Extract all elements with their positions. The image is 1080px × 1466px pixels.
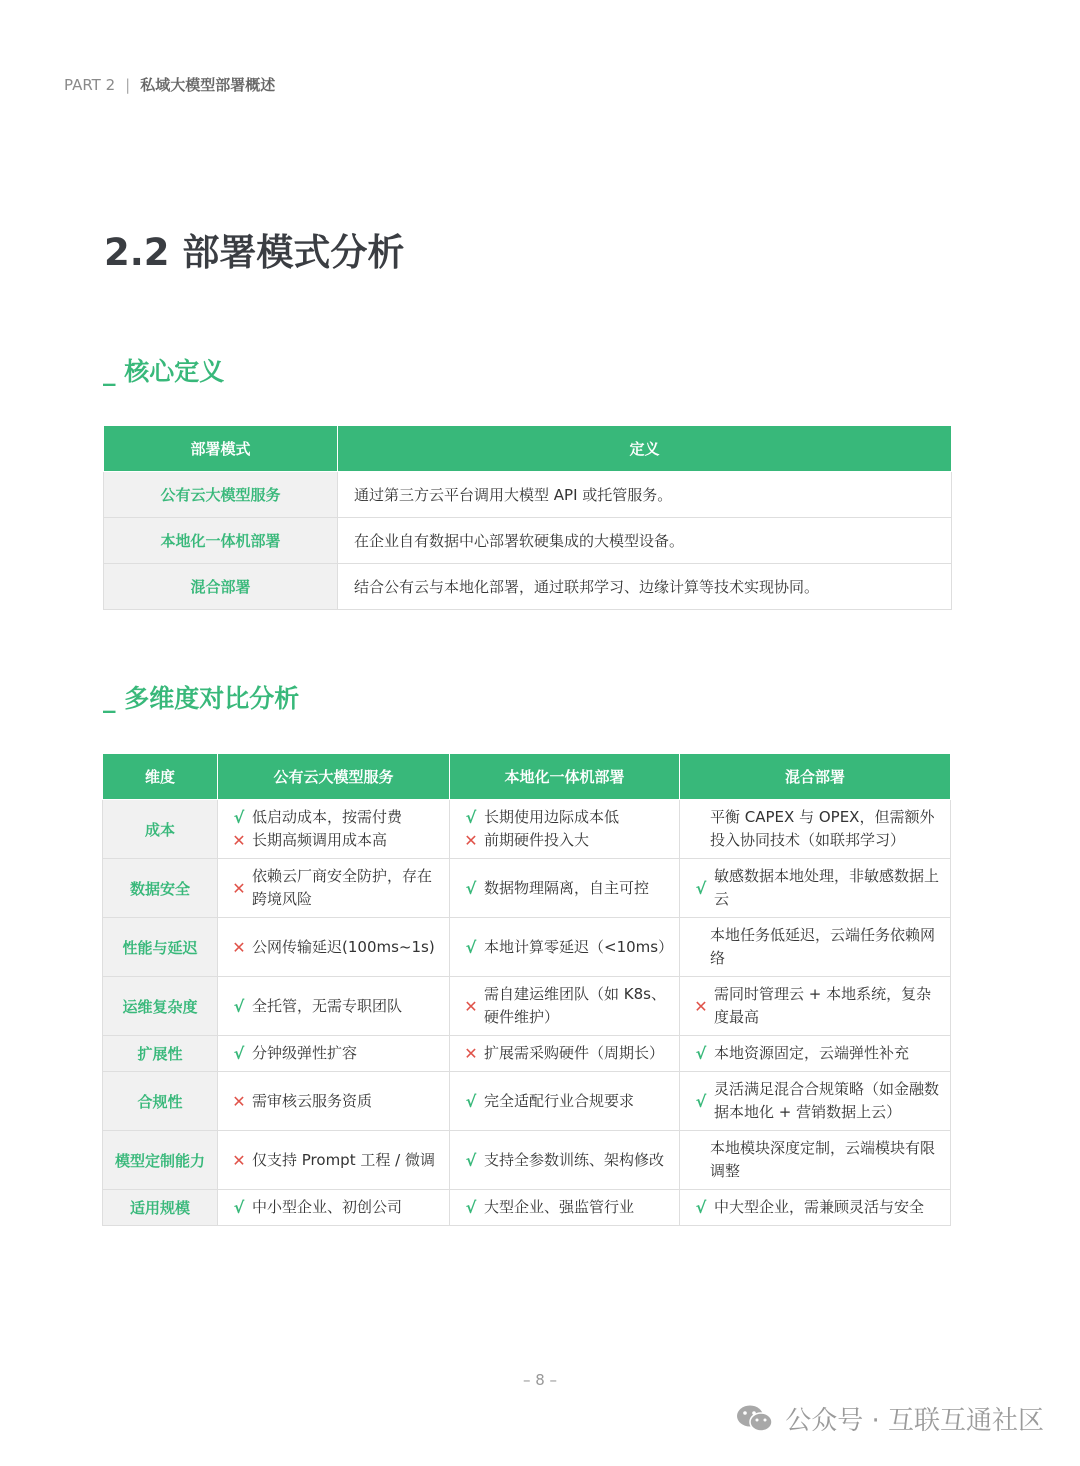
- table-row: [104, 518, 952, 564]
- cell-text: 分钟级弹性扩容: [252, 1044, 358, 1062]
- check-icon: √: [465, 808, 477, 827]
- definition-cell: 在企业自有数据中心部署软硬集成的大模型设备。: [338, 518, 952, 564]
- table-row: [103, 1072, 951, 1131]
- check-icon: √: [233, 1044, 245, 1063]
- cross-icon: ✕: [464, 1044, 478, 1063]
- cell-item: [230, 1090, 441, 1113]
- on-premise-cell: [450, 1131, 680, 1190]
- hybrid-cell: [680, 1190, 951, 1226]
- cell-item: [462, 806, 671, 829]
- watermark-text: 公众号 · 互联互通社区: [785, 1406, 1044, 1436]
- on-premise-cell: [450, 1190, 680, 1226]
- cell-item: [230, 936, 441, 959]
- cell-item: [462, 1196, 671, 1219]
- hybrid-cell: [680, 1131, 951, 1190]
- cell-item: [692, 1196, 942, 1219]
- public-cloud-cell: [218, 1072, 450, 1131]
- definition-table: [103, 425, 952, 610]
- definition-cell: 结合公有云与本地化部署，通过联邦学习、边缘计算等技术实现协同。: [338, 564, 952, 610]
- cell-text: 扩展需采购硬件（周期长）: [484, 1044, 665, 1062]
- dimension-cell: 运维复杂度: [103, 977, 218, 1036]
- check-icon: √: [465, 1091, 477, 1111]
- public-cloud-cell: [218, 977, 450, 1036]
- cell-text: 仅支持 Prompt 工程 / 微调: [252, 1150, 435, 1169]
- hybrid-cell: [680, 918, 951, 977]
- cell-text: 需自建运维团队（如 K8s、硬件维护）: [484, 985, 666, 1026]
- dimension-cell: 成本: [103, 800, 218, 859]
- cross-icon: ✕: [464, 831, 478, 850]
- table-row: [103, 918, 951, 977]
- part-label: PART 2: [64, 76, 116, 94]
- on-premise-cell: [450, 859, 680, 918]
- column-header-mode: 部署模式: [104, 426, 338, 472]
- table-row: [103, 859, 951, 918]
- mode-cell: 公有云大模型服务: [104, 472, 338, 518]
- definition-header-row: [104, 426, 952, 472]
- cell-item: [692, 1137, 942, 1183]
- check-icon: √: [465, 1150, 477, 1170]
- cell-item: [230, 1042, 441, 1065]
- header-title: 私域大模型部署概述: [140, 76, 276, 94]
- cell-item: [692, 924, 942, 970]
- mode-cell: 本地化一体机部署: [104, 518, 338, 564]
- cell-item: [692, 1042, 942, 1065]
- cell-text: 前期硬件投入大: [484, 831, 590, 849]
- cell-item: [462, 1090, 671, 1113]
- cell-item: [230, 806, 441, 829]
- cell-item: [230, 865, 441, 911]
- cell-item: [462, 829, 671, 852]
- public-cloud-cell: [218, 1131, 450, 1190]
- comparison-table: [102, 753, 951, 1226]
- cell-item: [462, 877, 671, 900]
- column-header-on-premise: 本地化一体机部署: [450, 754, 680, 800]
- cross-icon: ✕: [464, 996, 478, 1016]
- definition-cell: 通过第三方云平台调用大模型 API 或托管服务。: [338, 472, 952, 518]
- cell-item: [230, 995, 441, 1018]
- definition-heading: _ 核心定义: [103, 357, 225, 386]
- cell-text: 本地任务低延迟，云端任务依赖网络: [710, 926, 936, 967]
- cell-item: [692, 865, 942, 911]
- page-number: – 8 –: [522, 1371, 558, 1389]
- hybrid-cell: [680, 977, 951, 1036]
- on-premise-cell: [450, 918, 680, 977]
- cell-item: [462, 1042, 671, 1065]
- on-premise-cell: [450, 800, 680, 859]
- cross-icon: ✕: [232, 1091, 246, 1111]
- on-premise-cell: [450, 1036, 680, 1072]
- dimension-cell: 适用规模: [103, 1190, 218, 1226]
- hybrid-cell: [680, 1072, 951, 1131]
- cell-item: [230, 1196, 441, 1219]
- cell-item: [692, 1078, 942, 1124]
- cross-icon: ✕: [232, 831, 246, 850]
- public-cloud-cell: [218, 800, 450, 859]
- table-row: [104, 472, 952, 518]
- public-cloud-cell: [218, 859, 450, 918]
- check-icon: √: [233, 808, 245, 827]
- cell-text: 本地资源固定，云端弹性补充: [714, 1044, 910, 1062]
- check-icon: √: [695, 878, 707, 898]
- wechat-icon: [735, 1403, 775, 1435]
- public-cloud-cell: [218, 1190, 450, 1226]
- check-icon: √: [465, 1198, 477, 1217]
- watermark: [735, 1400, 1044, 1437]
- comparison-header-row: [103, 754, 951, 800]
- cell-text: 低启动成本，按需付费: [252, 808, 403, 826]
- check-icon: √: [695, 1091, 707, 1111]
- cell-text: 长期高频调用成本高: [252, 831, 388, 849]
- on-premise-cell: [450, 1072, 680, 1131]
- dimension-cell: 模型定制能力: [103, 1131, 218, 1190]
- cell-item: [462, 983, 671, 1029]
- cell-text: 中小型企业、初创公司: [252, 1198, 403, 1216]
- cross-icon: ✕: [232, 878, 246, 898]
- cell-item: [230, 1149, 441, 1172]
- dimension-cell: 合规性: [103, 1072, 218, 1131]
- column-header-dimension: 维度: [103, 754, 218, 800]
- column-header-public-cloud: 公有云大模型服务: [218, 754, 450, 800]
- page-title: 2.2 部署模式分析: [104, 231, 405, 274]
- on-premise-cell: [450, 977, 680, 1036]
- cell-text: 需同时管理云 + 本地系统，复杂度最高: [714, 985, 932, 1026]
- cell-text: 长期使用边际成本低: [484, 808, 620, 826]
- cell-text: 中大型企业，需兼顾灵活与安全: [714, 1198, 925, 1216]
- cross-icon: ✕: [232, 937, 246, 957]
- table-row: [103, 1036, 951, 1072]
- table-row: [103, 977, 951, 1036]
- check-icon: √: [695, 1198, 707, 1217]
- dimension-cell: 扩展性: [103, 1036, 218, 1072]
- public-cloud-cell: [218, 1036, 450, 1072]
- check-icon: √: [465, 878, 477, 898]
- cell-item: [692, 983, 942, 1029]
- comparison-heading: _ 多维度对比分析: [103, 684, 300, 713]
- column-header-hybrid: 混合部署: [680, 754, 951, 800]
- cell-text: 敏感数据本地处理，非敏感数据上云: [714, 867, 940, 908]
- mode-cell: 混合部署: [104, 564, 338, 610]
- table-row: [104, 564, 952, 610]
- dimension-cell: 性能与延迟: [103, 918, 218, 977]
- check-icon: √: [233, 996, 245, 1016]
- column-header-definition: 定义: [338, 426, 952, 472]
- hybrid-cell: [680, 1036, 951, 1072]
- hybrid-cell: [680, 859, 951, 918]
- check-icon: √: [465, 937, 477, 957]
- cell-item: [692, 806, 942, 852]
- dimension-cell: 数据安全: [103, 859, 218, 918]
- cell-item: [462, 936, 674, 959]
- cross-icon: ✕: [694, 996, 708, 1016]
- cell-text: 平衡 CAPEX 与 OPEX，但需额外投入协同技术（如联邦学习）: [710, 808, 935, 849]
- cross-icon: ✕: [232, 1150, 246, 1170]
- public-cloud-cell: [218, 918, 450, 977]
- check-icon: √: [233, 1198, 245, 1217]
- hybrid-cell: [680, 800, 951, 859]
- page-header: [64, 74, 275, 95]
- table-row: [103, 1190, 951, 1226]
- cell-text: 大型企业、强监管行业: [484, 1198, 635, 1216]
- cell-item: [462, 1149, 671, 1172]
- header-separator: |: [125, 76, 131, 94]
- cell-text: 支持全参数训练、架构修改: [484, 1150, 665, 1169]
- cell-item: [230, 829, 441, 852]
- cell-text: 数据物理隔离，自主可控: [484, 878, 650, 897]
- cell-text: 依赖云厂商安全防护，存在跨境风险: [252, 867, 433, 908]
- comparison-table-body: [103, 800, 951, 1226]
- check-icon: √: [695, 1044, 707, 1063]
- cell-text: 本地模块深度定制，云端模块有限调整: [710, 1139, 936, 1180]
- table-row: [103, 800, 951, 859]
- cell-text: 全托管，无需专职团队: [252, 996, 403, 1015]
- cell-text: 需审核云服务资质: [252, 1091, 373, 1110]
- cell-text: 完全适配行业合规要求: [484, 1091, 635, 1110]
- table-row: [103, 1131, 951, 1190]
- cell-text: 灵活满足混合合规策略（如金融数据本地化 + 营销数据上云）: [714, 1080, 940, 1121]
- cell-text: 公网传输延迟(100ms~1s): [252, 937, 435, 956]
- cell-text: 本地计算零延迟（<10ms）: [484, 937, 674, 956]
